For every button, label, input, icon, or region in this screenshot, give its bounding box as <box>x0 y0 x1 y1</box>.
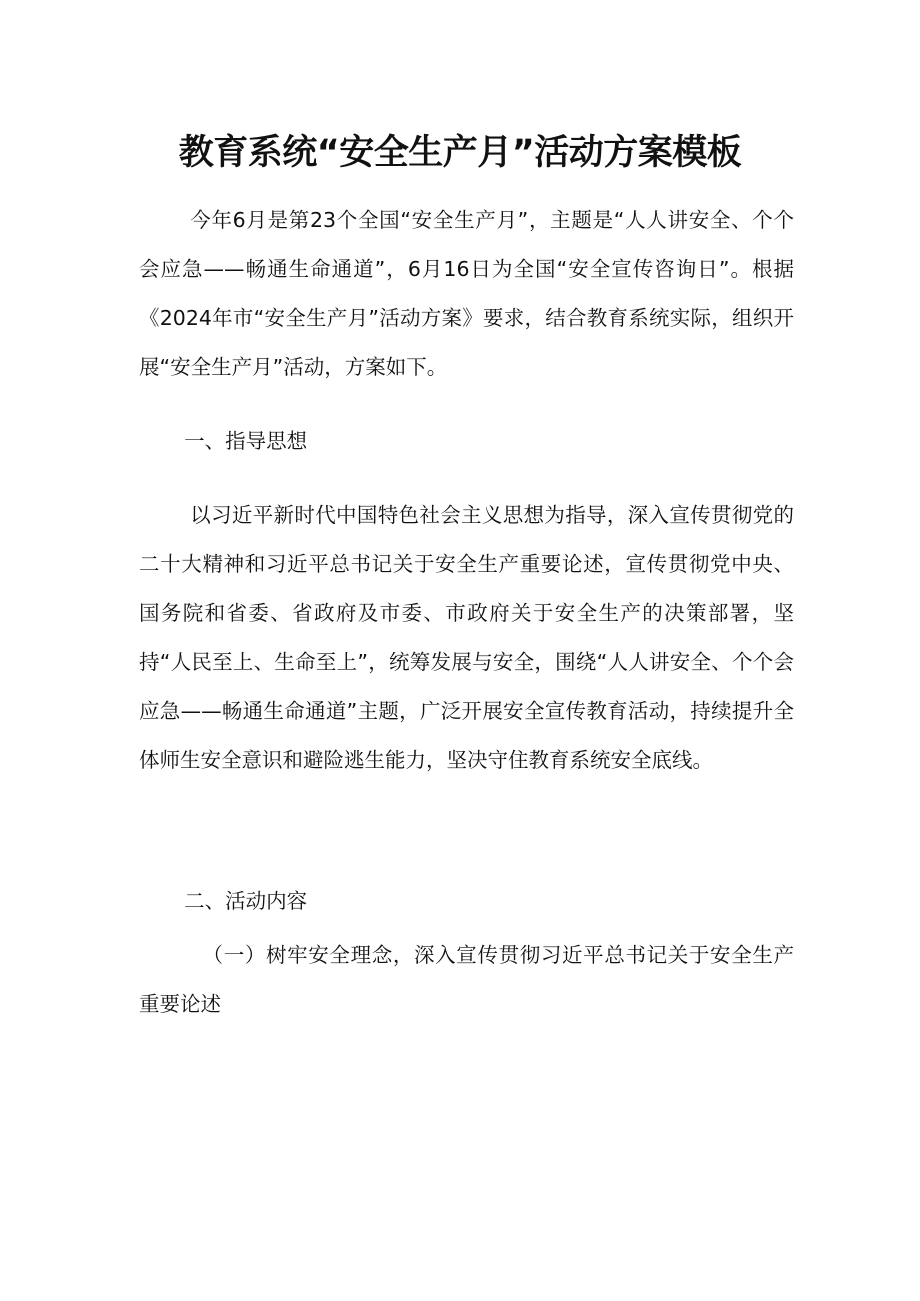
section-heading-guiding-ideology: 一、指导思想 <box>184 429 308 453</box>
section-heading-activity-content: 二、活动内容 <box>184 889 308 913</box>
document-title: 教育系统“安全生产月”活动方案模板 <box>178 133 742 173</box>
activity-item-1: （一）树牢安全理念，深入宣传贯彻习近平总书记关于安全生产重要论述 <box>139 943 794 1016</box>
intro-paragraph: 今年6月是第23个全国“安全生产月”，主题是“人人讲安全、个个会应急——畅通生命通道”，6月16日为全国“安全宣传咨询日”。根据《2024年市“安全生产月”活动方案》要求，结合教育系统实际，组织开展“安全生产月”活动，方案如下。 <box>139 208 794 379</box>
guiding-ideology-paragraph: 以习近平新时代中国特色社会主义思想为指导，深入宣传贯彻党的二十大精神和习近平总书记关于安全生产重要论述，宣传贯彻党中央、国务院和省委、省政府及市委、市政府关于安全生产的决策部署，坚持“人民至上、生命至上”，统筹发展与安全，围绕“人人讲安全、个个会应急——畅通生命通道”主题，广泛开展安全宣传教育活动，持续提升全体师生安全意识和避险逃生能力，坚决守住教育系统安全底线。 <box>139 503 794 772</box>
